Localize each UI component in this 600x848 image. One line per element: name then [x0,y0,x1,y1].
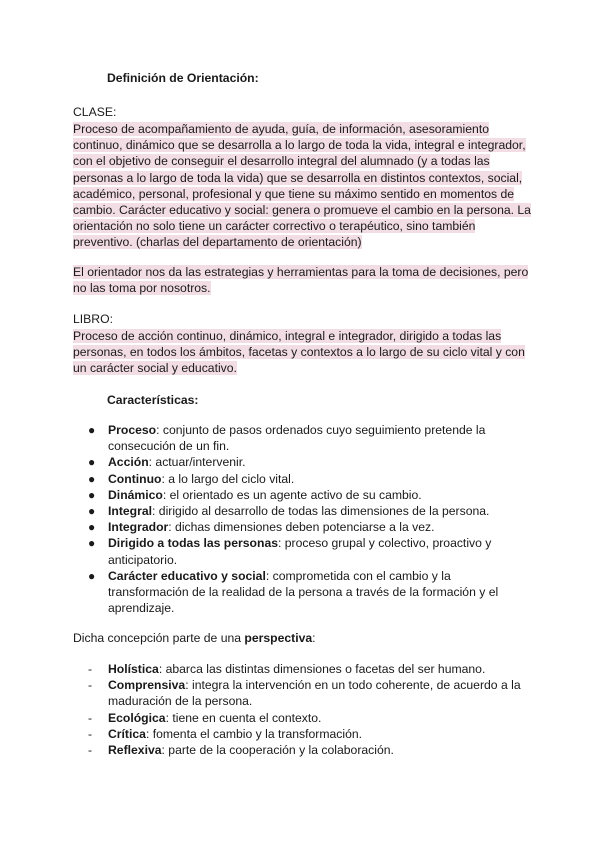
bullet-icon: ● [88,487,96,502]
bullet-icon: ● [88,471,96,486]
bullet-icon: ● [88,504,96,519]
perspectiva-term: Comprensiva [108,678,186,693]
caracteristicas-list [88,422,508,616]
perspectiva-item [88,710,528,726]
bullet-icon: ● [88,520,96,535]
bullet-icon: ● [88,455,96,470]
page-title: Definición de Orientación: [107,71,259,85]
caracteristica-desc: : comprometida con el cambio y la transformación de la realidad de la persona a través de la formación y el aprendizaje. [108,568,499,616]
dash-icon: - [88,710,93,725]
dash-icon: - [88,662,93,676]
perspectiva-intro-after: : [312,631,316,645]
caracteristica-term: Dirigido a todas las personas [108,536,278,551]
perspectiva-list [88,661,528,758]
perspectiva-term: Reflexiva [108,743,162,758]
libro-paragraph [73,328,533,377]
perspectiva-desc: : parte de la cooperación y la colaboración. [161,743,394,758]
caracteristica-item [88,422,508,454]
bullet-icon: ● [88,536,96,551]
caracteristica-item [88,454,508,470]
caracteristica-term: Continuo [108,471,162,486]
caracteristica-desc: : dichas dimensiones deben potenciarse a la vez. [168,520,435,535]
libro-label: LIBRO: [73,312,113,326]
perspectiva-desc: : integra la intervención en un todo coherente, de acuerdo a la maduración de la persona. [108,678,521,709]
caracteristica-desc: : proceso grupal y colectivo, proactivo y anticipatorio. [108,536,492,567]
clase-paragraph-2 [73,264,533,296]
caracteristicas-title: Características: [107,393,199,407]
perspectiva-desc: : tiene en cuenta el contexto. [165,710,322,725]
perspectiva-term: Crítica [108,726,146,741]
clase-paragraph-2-text: El orientador nos da las estrategias y herramientas para la toma de decisiones, pero no las toma por nosotros. [73,265,529,296]
clase-label: CLASE: [73,105,117,119]
perspectiva-term: Ecológica [108,710,166,725]
perspectiva-desc: : abarca las distintas dimensiones o facetas del ser humano. [158,662,486,676]
perspectiva-term: Holística [108,662,159,676]
caracteristica-item [88,568,508,617]
caracteristica-desc: : conjunto de pasos ordenados cuyo seguimiento pretende la consecución de un fin. [108,423,486,454]
caracteristica-desc: : a lo largo del ciclo vital. [161,471,295,486]
perspectiva-desc: : fomenta el cambio y la transformación. [145,726,363,741]
perspectiva-intro-before: Dicha concepción parte de una [73,631,245,645]
perspectiva-intro-bold: perspectiva [244,631,313,645]
perspectiva-item [88,661,528,677]
bullet-icon: ● [88,568,96,583]
caracteristica-item [88,519,508,535]
caracteristica-term: Acción [108,455,149,470]
libro-paragraph-text: Proceso de acción continuo, dinámico, integral e integrador, dirigido a todas las personas, en todos los ámbitos, facetas y contextos a lo largo de su ciclo vital y con un carácter social y educativo. [73,329,525,376]
perspectiva-item [88,677,528,709]
perspectiva-intro [73,631,316,645]
caracteristica-desc: : el orientado es un agente activo de su cambio. [162,487,422,502]
clase-paragraph [73,121,533,251]
caracteristica-term: Integral [108,504,153,519]
caracteristica-item [88,535,508,567]
caracteristica-desc: : dirigido al desarrollo de todas las dimensiones de la persona. [152,504,490,519]
caracteristica-term: Dinámico [108,487,163,502]
dash-icon: - [88,726,93,741]
caracteristica-item [88,503,508,519]
perspectiva-item [88,742,528,758]
perspectiva-item [88,726,528,742]
dash-icon: - [88,743,93,758]
bullet-icon: ● [88,423,96,437]
caracteristica-item [88,471,508,487]
caracteristica-term: Proceso [108,423,157,437]
caracteristica-desc: : actuar/intervenir. [148,455,246,470]
caracteristica-term: Integrador [108,520,169,535]
clase-paragraph-text: Proceso de acompañamiento de ayuda, guía, de información, asesoramiento continuo, dinámico que se desarrolla a lo largo de toda la vida, integral e integrador, con el objetivo de conseguir el desarrollo integral del alumnado (y a todas las personas a lo largo de toda la vida) que se desarrolla en distintos contextos, social, académico, personal, profesional y que tiene su máximo sentido en momentos de cambio. Carácter educativo y social: genera o promueve el cambio en la persona. La orientación no solo tiene un carácter correctivo o terapéutico, sino también preventivo. (charlas del departamento de orientación) [73,122,531,250]
caracteristica-item [88,487,508,503]
caracteristica-term: Carácter educativo y social [108,568,266,583]
dash-icon: - [88,678,93,693]
